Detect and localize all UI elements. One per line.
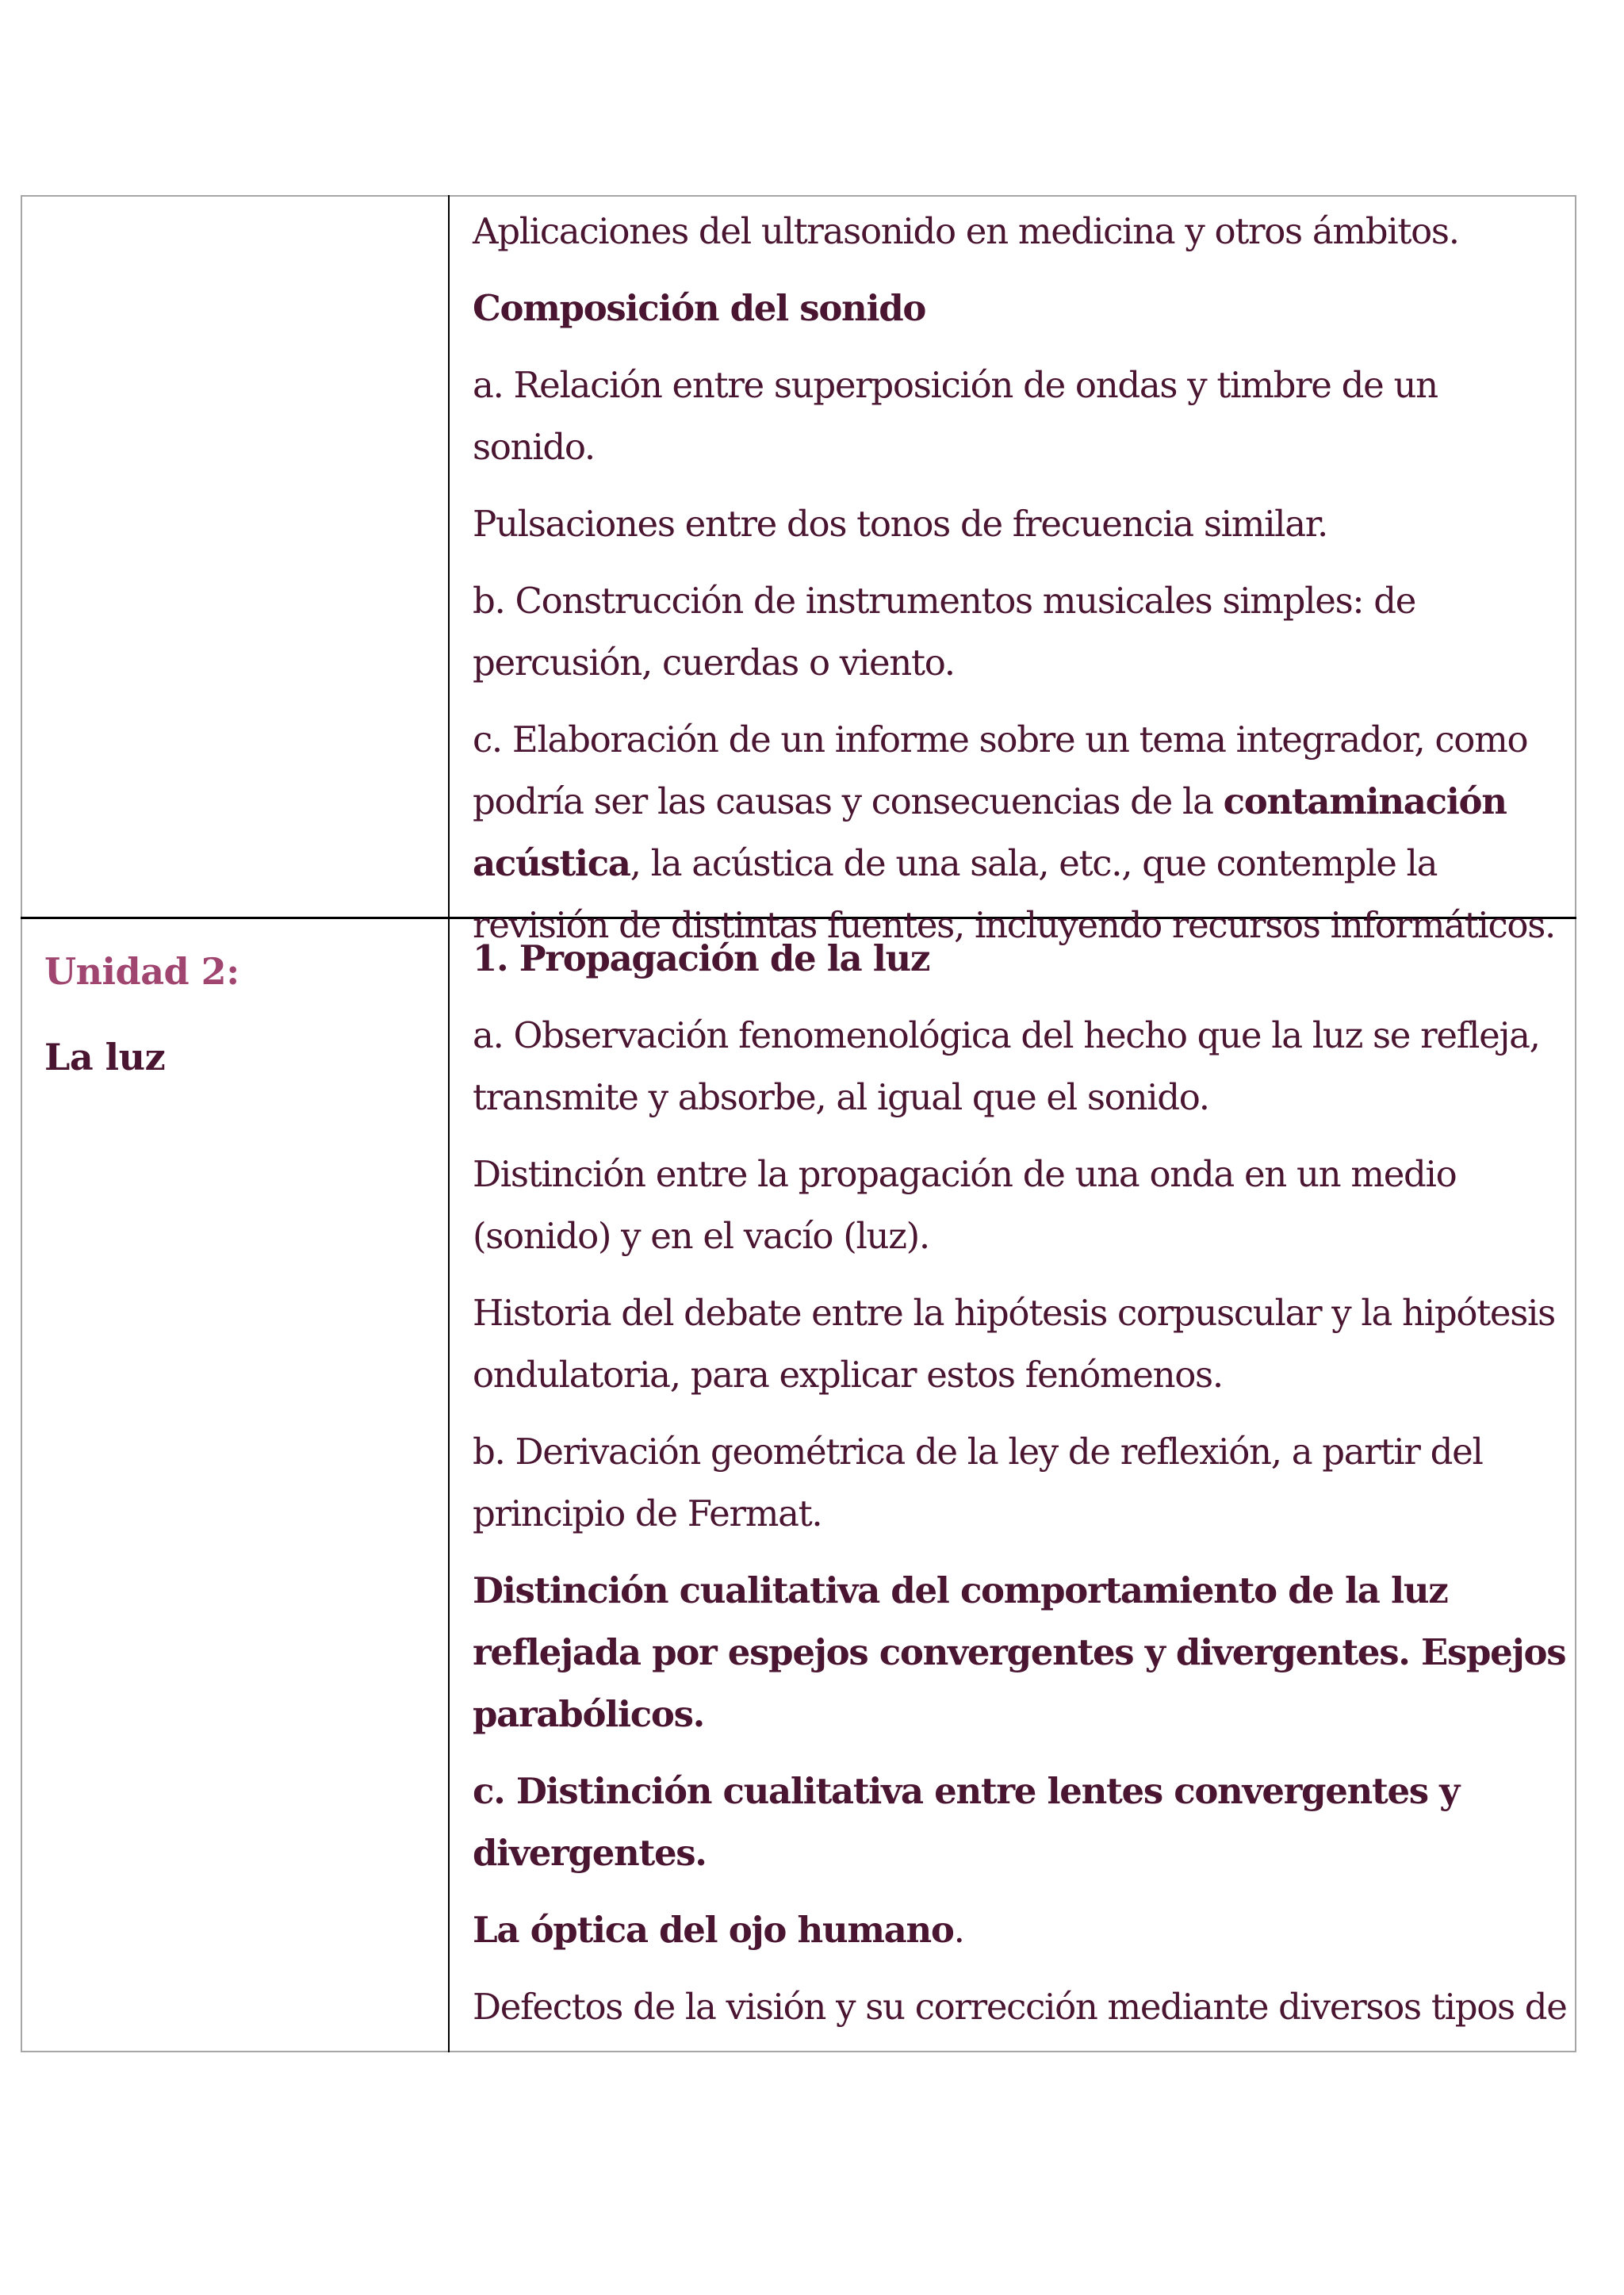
paragraph-instruments: b. Construcción de instrumentos musicales simples: de percusión, cuerdas o viento. [473,580,1416,684]
row1-content-cell [473,201,1567,971]
paragraph-lenses: c. Distinción cualitativa entre lentes convergentes y divergentes. [473,1770,1460,1874]
content-table [21,195,1576,2052]
paragraph-beats: Pulsaciones entre dos tonos de frecuencia similar. [473,503,1328,545]
paragraph-report [473,709,1567,956]
paragraph-mirrors: Distinción cualitativa del comportamiento de la luz reflejada por espejos convergentes y divergentes. Espejos parabólicos. [473,1569,1566,1735]
report-text-before: c. Elaboración de un informe sobre un tema integrador, como podría ser las causas y consecuencias de la [473,718,1528,822]
paragraph-ultrasound-applications: Aplicaciones del ultrasonido en medicina y otros ámbitos. [473,210,1459,252]
heading-light-propagation: 1. Propagación de la luz [473,937,930,979]
report-text-after: , la acústica de una sala, etc., que contemple la revisión de distintas fuentes, incluyendo recursos informáticos. [473,842,1555,946]
paragraph-light-observation: a. Observación fenomenológica del hecho que la luz se refleja, transmite y absorbe, al igual que el sonido. [473,1014,1540,1118]
row1-left-cell [21,195,449,917]
report-text-bold: contaminación acústica [473,780,1507,884]
paragraph-wave-superposition: a. Relación entre superposición de ondas y timbre de un sonido. [473,364,1438,468]
eye-optics-after: . [953,1909,964,1951]
row2-content-cell [473,928,1567,2053]
paragraph-eye-optics [473,1899,1567,1961]
paragraph-debate-history: Historia del debate entre la hipótesis corpuscular y la hipótesis ondulatoria, para explicar estos fenómenos. [473,1292,1555,1396]
row2-unit-cell [44,941,441,1088]
heading-sound-composition: Composición del sonido [473,287,926,329]
paragraph-vision-defects: Defectos de la visión y su corrección mediante diversos tipos de [473,1986,1567,2028]
unit-number: Unidad 2: [44,950,239,993]
paragraph-propagation-distinction: Distinción entre la propagación de una onda en un medio (sonido) y en el vacío (luz). [473,1153,1457,1257]
eye-optics-bold: La óptica del ojo humano [473,1909,954,1951]
paragraph-reflection-law: b. Derivación geométrica de la ley de reflexión, a partir del principio de Fermat. [473,1431,1483,1534]
unit-title: La luz [44,1036,166,1079]
